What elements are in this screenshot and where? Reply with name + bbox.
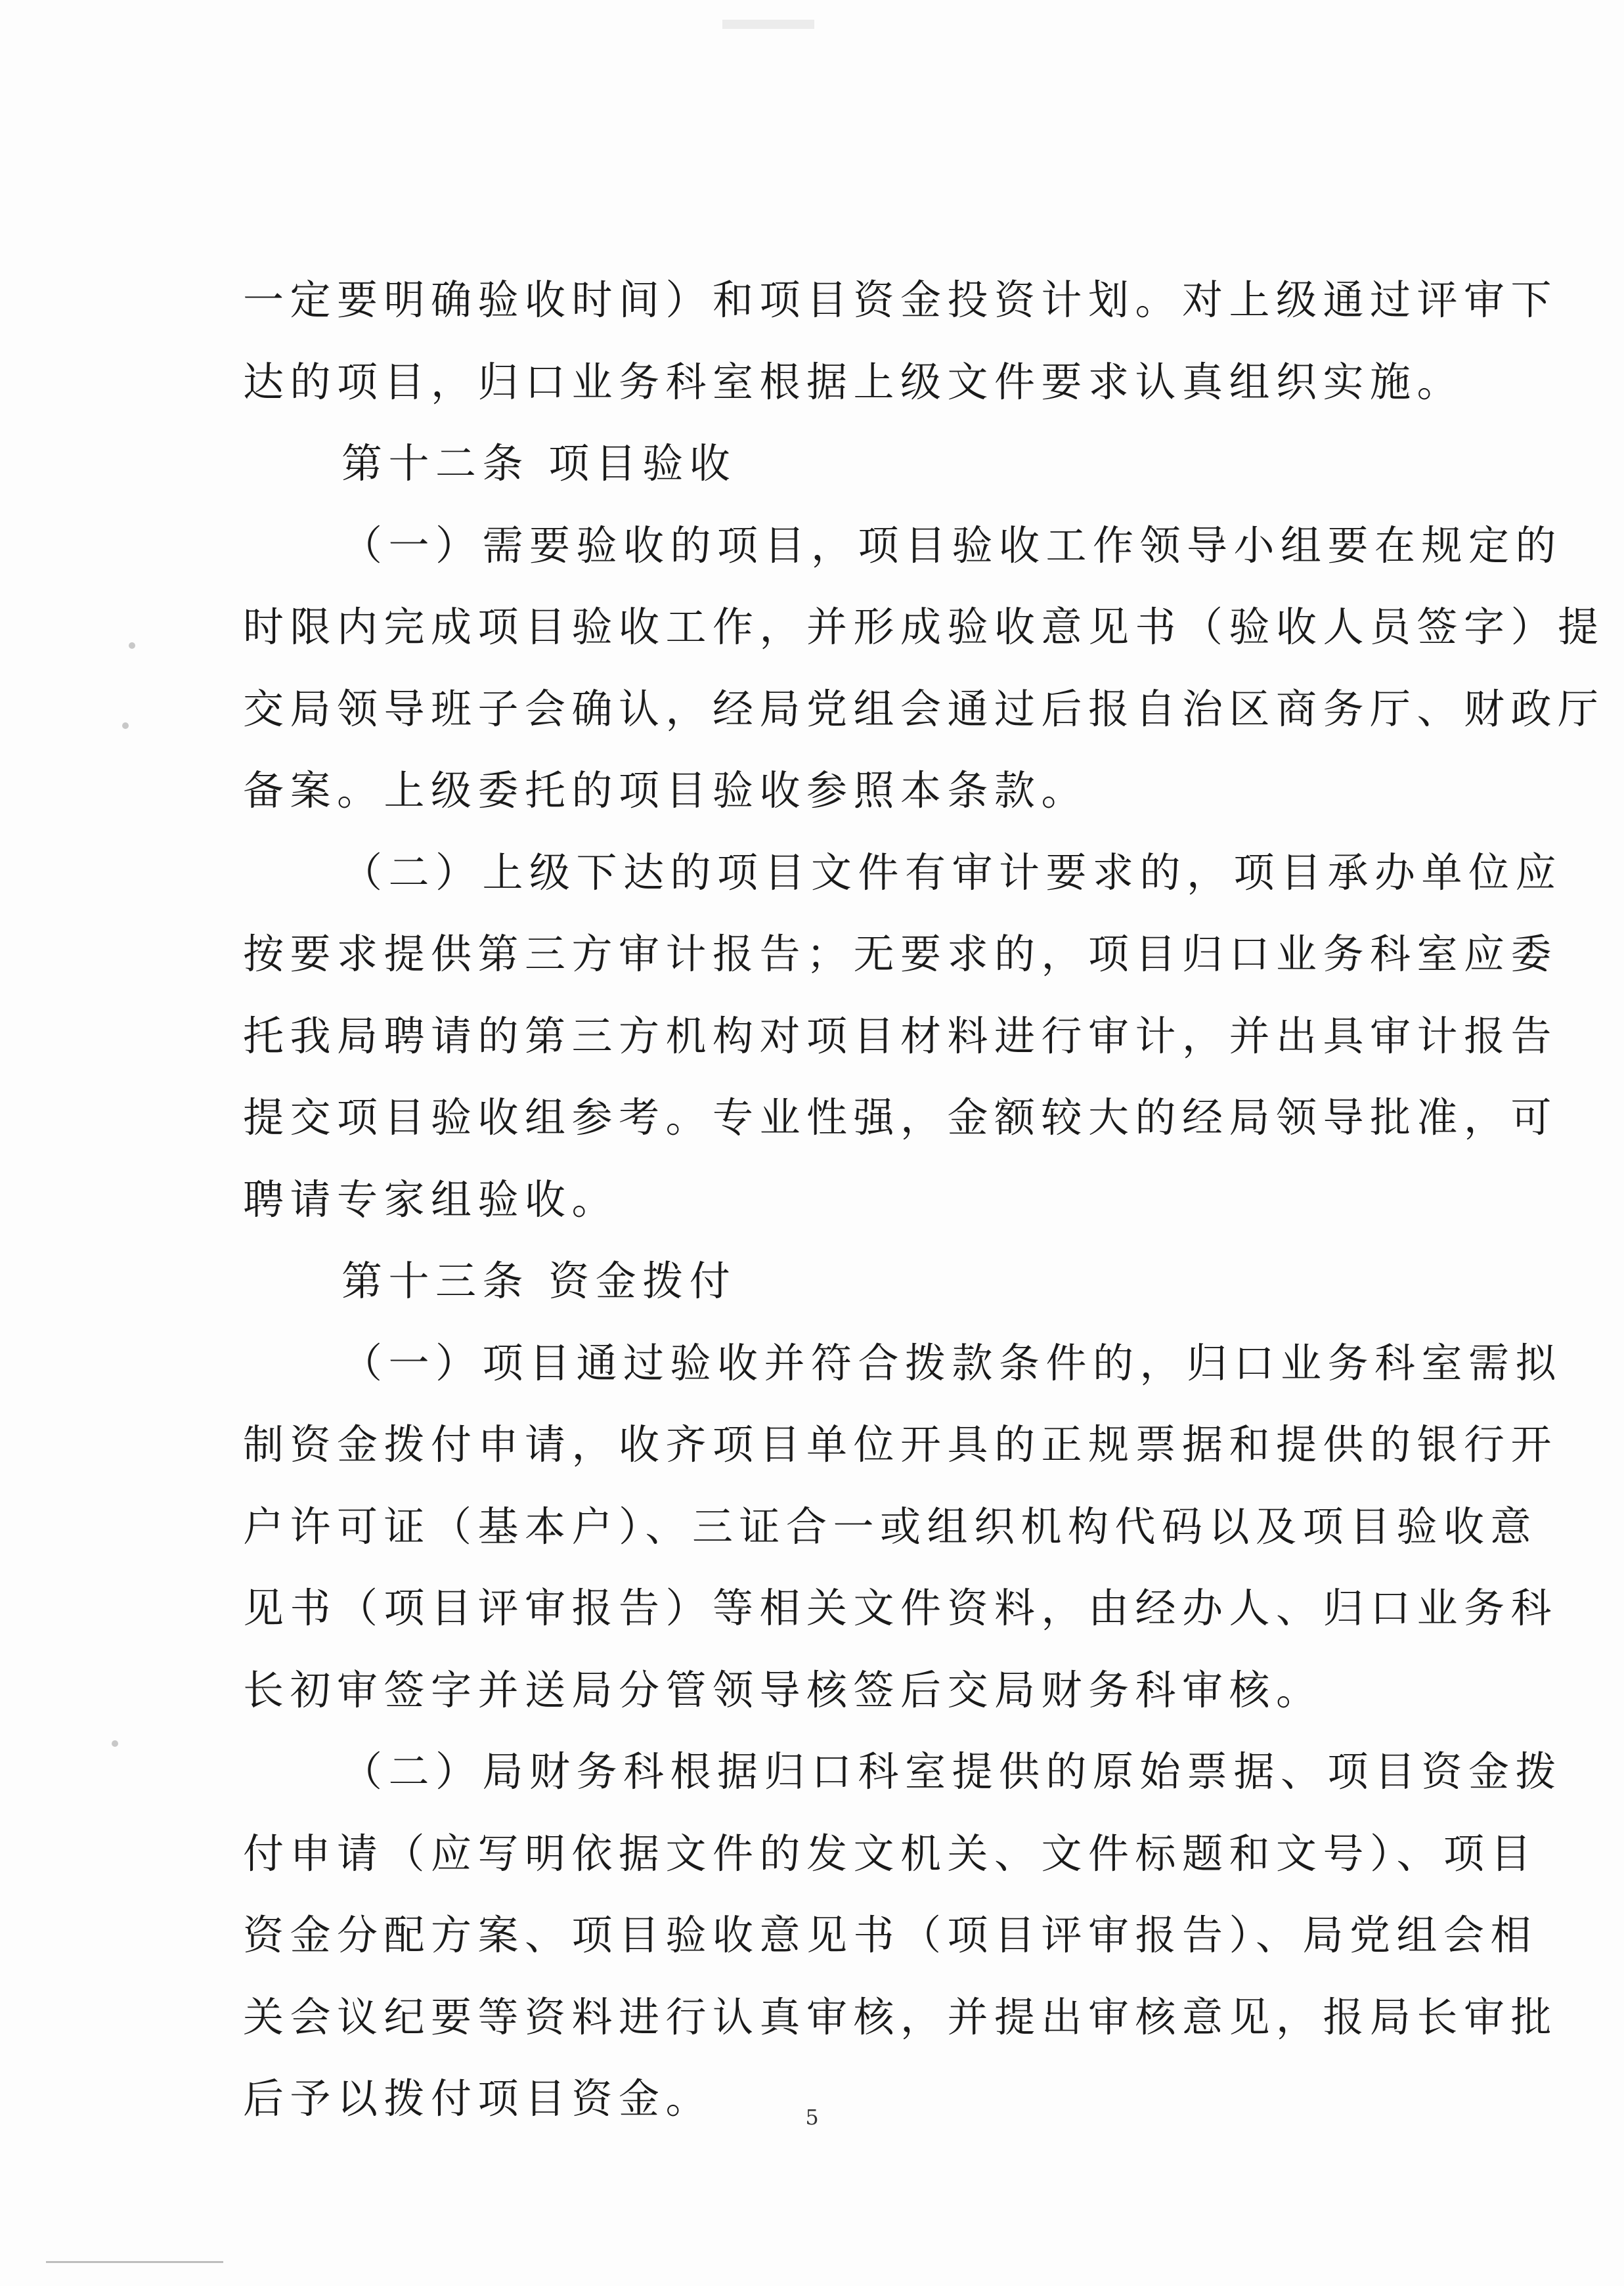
body-line: 制资金拨付申请，收齐项目单位开具的正规票据和提供的银行开 xyxy=(243,1420,1558,1468)
body-line: 资金分配方案、项目验收意见书（项目评审报告）、局党组会相 xyxy=(243,1911,1538,1959)
document-body xyxy=(243,259,1605,2140)
scan-artifact xyxy=(112,1740,118,1747)
body-line: 关会议纪要等资料进行认真审核，并提出审核意见，报局长审批 xyxy=(243,1992,1558,2041)
body-line: 交局领导班子会确认，经局党组会通过后报自治区商务厅、财政厅 xyxy=(243,684,1605,733)
article-heading-12: 第十二条 项目验收 xyxy=(341,439,737,487)
body-line: 提交项目验收组参考。专业性强，金额较大的经局领导批准，可 xyxy=(243,1093,1558,1141)
body-line: 时限内完成项目验收工作，并形成验收意见书（验收人员签字）提 xyxy=(243,603,1605,651)
body-line: 后予以拨付项目资金。 xyxy=(243,2075,713,2122)
page-number: 5 xyxy=(805,2105,819,2130)
body-line: 一定要明确验收时间）和项目资金投资计划。对上级通过评审下 xyxy=(243,276,1558,324)
body-line: 达的项目，归口业务科室根据上级文件要求认真组织实施。 xyxy=(243,357,1464,406)
body-line: 长初审签字并送局分管领导核签后交局财务科审核。 xyxy=(243,1665,1323,1714)
body-line: （二）上级下达的项目文件有审计要求的，项目承办单位应 xyxy=(341,848,1563,896)
scan-artifact xyxy=(722,20,814,29)
body-line: （一）需要验收的项目，项目验收工作领导小组要在规定的 xyxy=(341,521,1563,569)
scan-artifact xyxy=(122,722,129,729)
body-line: （二）局财务科根据归口科室提供的原始票据、项目资金拨 xyxy=(341,1747,1563,1795)
body-line: （一）项目通过验收并符合拨款条件的，归口业务科室需拟 xyxy=(341,1338,1563,1387)
body-line: 见书（项目评审报告）等相关文件资料，由经办人、归口业务科 xyxy=(243,1584,1558,1632)
body-line: 聘请专家组验收。 xyxy=(243,1175,619,1223)
body-line: 备案。上级委托的项目验收参照本条款。 xyxy=(243,766,1089,814)
scan-edge-line xyxy=(46,2261,223,2263)
article-heading-13: 第十三条 资金拨付 xyxy=(341,1257,737,1305)
body-line: 托我局聘请的第三方机构对项目材料进行审计，并出具审计报告 xyxy=(243,1011,1558,1060)
body-line: 户许可证（基本户）、三证合一或组织机构代码以及项目验收意 xyxy=(243,1502,1538,1550)
body-line: 付申请（应写明依据文件的发文机关、文件标题和文号）、项目 xyxy=(243,1829,1538,1878)
body-line: 按要求提供第三方审计报告；无要求的，项目归口业务科室应委 xyxy=(243,930,1558,978)
scan-artifact xyxy=(129,642,135,649)
